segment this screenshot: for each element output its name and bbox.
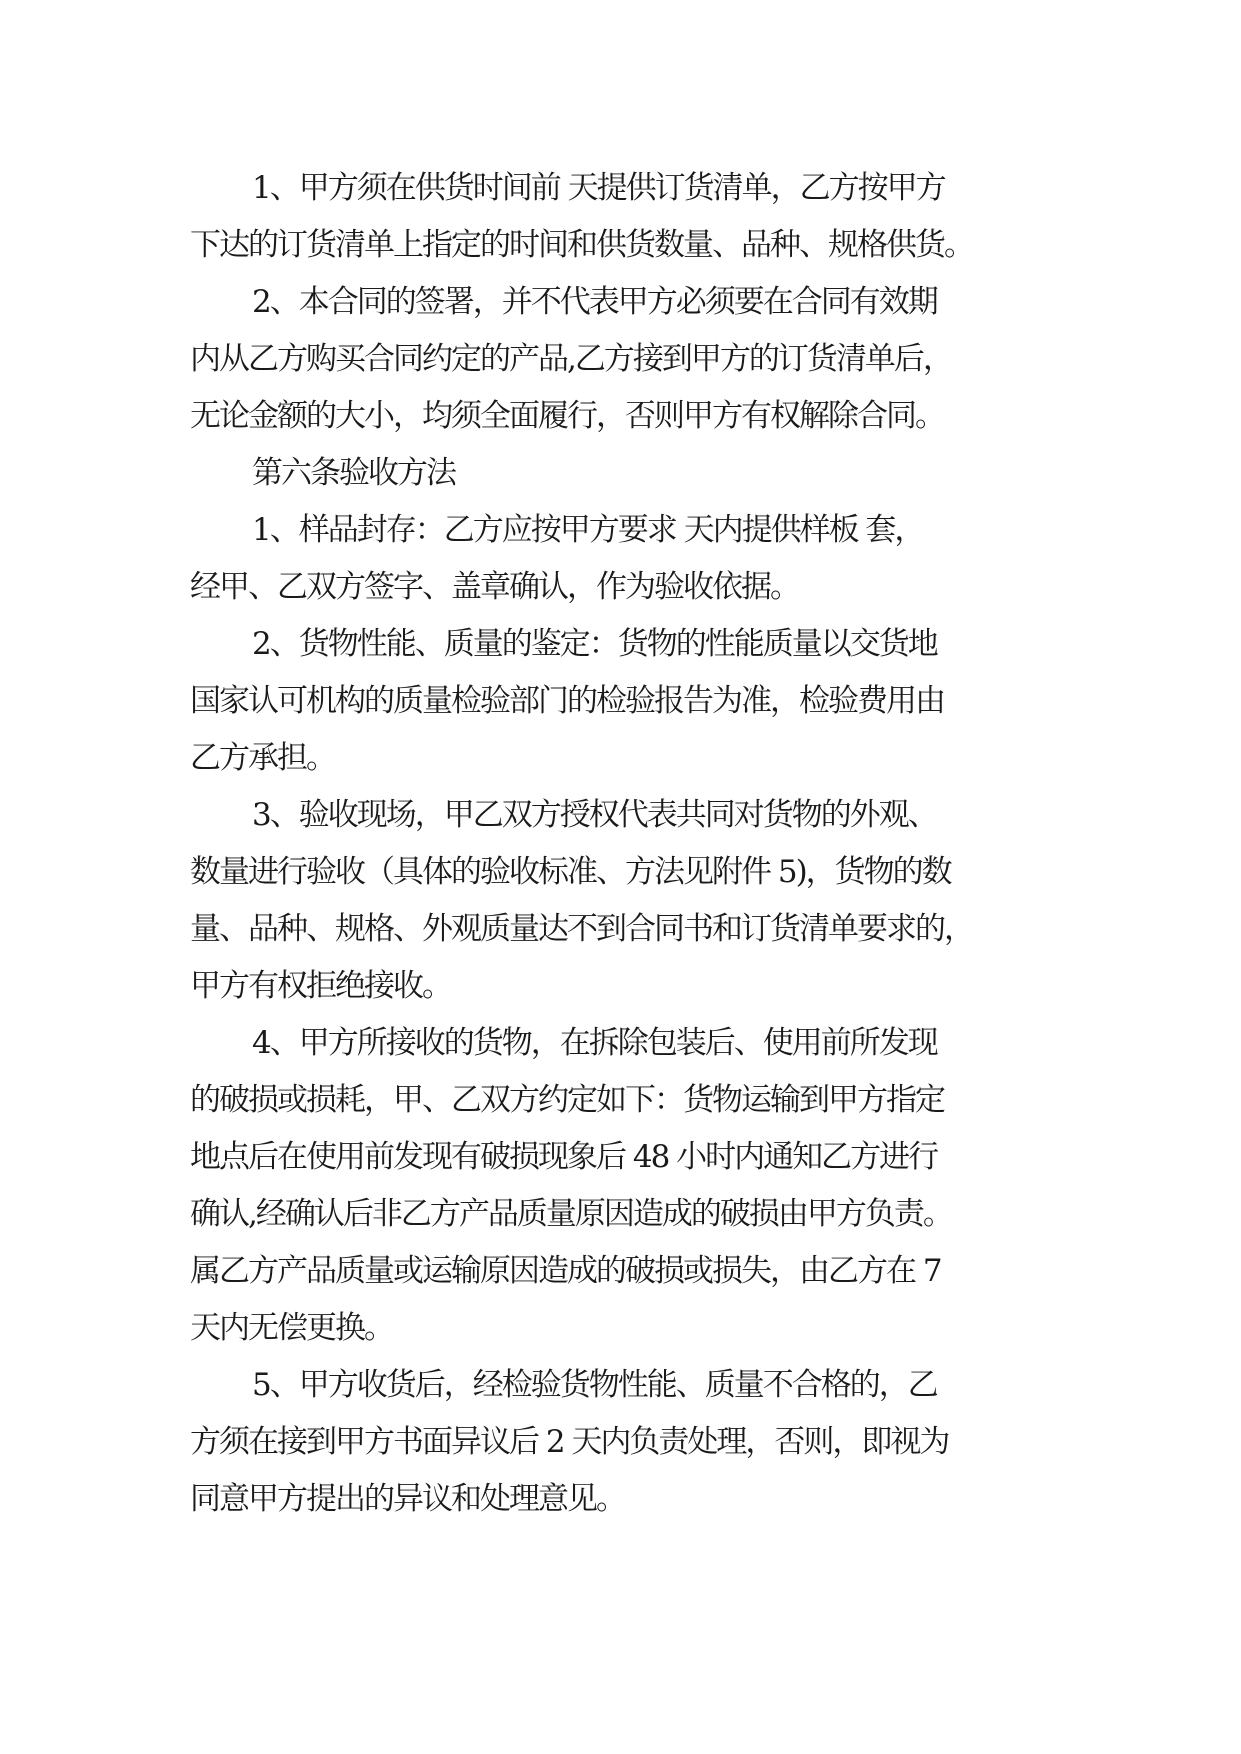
paragraph-line: 甲方有权拒绝接收。: [190, 968, 451, 1004]
paragraph-line: 2、本合同的签署，并不代表甲方必须要在合同有效期: [252, 284, 937, 320]
paragraph-line: 确认,经确认后非乙方产品质量原因造成的破损由甲方负责。: [190, 1196, 952, 1232]
paragraph-line: 4、甲方所接收的货物，在拆除包装后、使用前所发现: [252, 1025, 937, 1061]
paragraph-line: 下达的订货清单上指定的时间和供货数量、品种、规格供货。: [190, 227, 973, 263]
paragraph-line: 量、品种、规格、外观质量达不到合同书和订货清单要求的，: [190, 911, 973, 947]
paragraph-line: 1、甲方须在供货时间前 天提供订货清单，乙方按甲方: [252, 170, 945, 206]
paragraph-line: 属乙方产品质量或运输原因造成的破损或损失，由乙方在 7: [190, 1253, 941, 1289]
paragraph-line: 地点后在使用前发现有破损现象后 48 小时内通知乙方进行: [190, 1139, 938, 1175]
paragraph-line: 天内无偿更换。: [190, 1310, 393, 1346]
paragraph-line: 数量进行验收（具体的验收标准、方法见附件 5)，货物的数: [190, 854, 951, 890]
paragraph-line: 同意甲方提出的异议和处理意见。: [190, 1481, 625, 1517]
paragraph-line: 无论金额的大小，均须全面履行，否则甲方有权解除合同。: [190, 398, 944, 434]
paragraph-line: 国家认可机构的质量检验部门的检验报告为准，检验费用由: [190, 683, 944, 719]
paragraph-line: 3、验收现场，甲乙双方授权代表共同对货物的外观、: [252, 797, 937, 833]
paragraph-line: 经甲、乙双方签字、盖章确认，作为验收依据。: [190, 569, 799, 605]
section-heading: 第六条验收方法: [252, 455, 455, 491]
paragraph-line: 内从乙方购买合同约定的产品,乙方接到甲方的订货清单后，: [190, 341, 952, 377]
paragraph-line: 1、样品封存：乙方应按甲方要求 天内提供样板 套，: [252, 512, 924, 548]
paragraph-line: 的破损或损耗，甲、乙双方约定如下：货物运输到甲方指定: [190, 1082, 944, 1118]
paragraph-line: 乙方承担。: [190, 740, 335, 776]
paragraph-line: 2、货物性能、质量的鉴定：货物的性能质量以交货地: [252, 626, 937, 662]
paragraph-line: 5、甲方收货后，经检验货物性能、质量不合格的，乙: [252, 1367, 937, 1403]
paragraph-line: 方须在接到甲方书面异议后 2 天内负责处理，否则，即视为: [190, 1424, 949, 1460]
